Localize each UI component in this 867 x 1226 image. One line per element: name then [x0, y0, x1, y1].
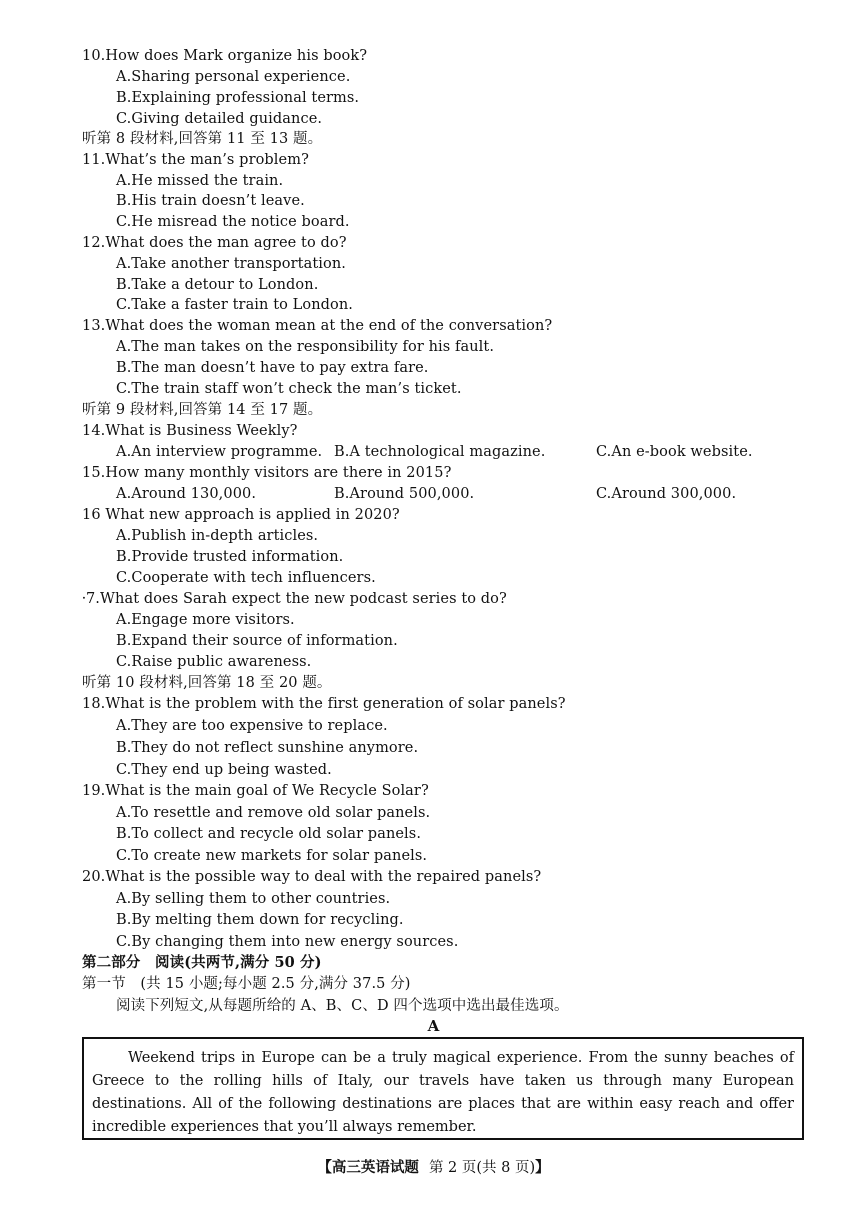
- section-heading: 第一节 (共 15 小题;每小题 2.5 分,满分 37.5 分): [82, 976, 411, 992]
- option: A.To resettle and remove old solar panels.: [116, 805, 431, 821]
- reading-instruction: 阅读下列短文,从每题所给的 A、B、C、D 四个选项中选出最佳选项。: [116, 998, 569, 1014]
- footer-close: 】: [535, 1159, 550, 1176]
- question-12: 12.What does the man agree to do?: [82, 235, 347, 251]
- section-instruction: 听第 8 段材料,回答第 11 至 13 题。: [82, 131, 323, 147]
- option: A.Sharing personal experience.: [116, 69, 351, 85]
- option: B.Expand their source of information.: [116, 633, 398, 649]
- option: A.An interview programme.: [116, 444, 323, 460]
- option: B.Explaining professional terms.: [116, 90, 360, 106]
- passage-label: A: [427, 1017, 440, 1035]
- passage-text: Weekend trips in Europe can be a truly magical experience. From the sunny beaches of Greece to the rolling hills of Italy, our travels have taken us through many European destinations. All of the following destinations are places that are within easy reach and offer incredible experiences that you’ll always remember.: [92, 1050, 794, 1135]
- option: A.Take another transportation.: [116, 256, 346, 272]
- option: B.A technological magazine.: [334, 444, 546, 460]
- option: B.To collect and recycle old solar panels.: [116, 826, 422, 842]
- option: A.Around 130,000.: [116, 486, 257, 502]
- option: C.Giving detailed guidance.: [116, 111, 323, 127]
- question-19: 19.What is the main goal of We Recycle Solar?: [82, 783, 429, 799]
- option: C.He misread the notice board.: [116, 214, 350, 230]
- option: A.By selling them to other countries.: [116, 891, 391, 907]
- option: B.By melting them down for recycling.: [116, 912, 404, 928]
- section-instruction: 听第 10 段材料,回答第 18 至 20 题。: [82, 675, 332, 691]
- part-heading: 第二部分 阅读(共两节,满分 50 分): [82, 954, 322, 971]
- option: C.An e-book website.: [596, 444, 753, 460]
- page-footer: [0, 1158, 867, 1178]
- option: A.Engage more visitors.: [116, 612, 295, 628]
- option: C.Around 300,000.: [596, 486, 737, 502]
- question-13: 13.What does the woman mean at the end of the conversation?: [82, 318, 553, 334]
- option: C.The train staff won’t check the man’s ticket.: [116, 381, 462, 397]
- option: B.Around 500,000.: [334, 486, 475, 502]
- option: C.To create new markets for solar panels.: [116, 848, 428, 864]
- question-15: 15.How many monthly visitors are there in 2015?: [82, 465, 452, 481]
- footer-page: 第 2 页(共 8 页): [428, 1160, 536, 1176]
- question-14: 14.What is Business Weekly?: [82, 423, 298, 439]
- option: C.By changing them into new energy sources.: [116, 934, 459, 950]
- option: B.The man doesn’t have to pay extra fare.: [116, 360, 429, 376]
- option: B.Take a detour to London.: [116, 277, 319, 293]
- question-17: ⸱7.What does Sarah expect the new podcast series to do?: [82, 591, 507, 607]
- option: B.His train doesn’t leave.: [116, 193, 305, 209]
- option: C.Take a faster train to London.: [116, 297, 354, 313]
- option: C.They end up being wasted.: [116, 762, 332, 778]
- passage-box: [82, 1037, 804, 1140]
- section-instruction: 听第 9 段材料,回答第 14 至 17 题。: [82, 402, 323, 418]
- option: A.He missed the train.: [116, 173, 284, 189]
- option: B.Provide trusted information.: [116, 549, 344, 565]
- question-20: 20.What is the possible way to deal with the repaired panels?: [82, 869, 542, 885]
- option: A.They are too expensive to replace.: [116, 718, 388, 734]
- option: A.The man takes on the responsibility for his fault.: [116, 339, 495, 355]
- option: C.Cooperate with tech influencers.: [116, 570, 376, 586]
- question-10: 10.How does Mark organize his book?: [82, 48, 368, 64]
- question-16: 16 What new approach is applied in 2020?: [82, 507, 400, 523]
- option: C.Raise public awareness.: [116, 654, 312, 670]
- option: B.They do not reflect sunshine anymore.: [116, 740, 419, 756]
- footer-title: 【高三英语试题: [317, 1159, 419, 1176]
- option: A.Publish in-depth articles.: [116, 528, 319, 544]
- question-11: 11.What’s the man’s problem?: [82, 152, 309, 168]
- question-18: 18.What is the problem with the first generation of solar panels?: [82, 696, 566, 712]
